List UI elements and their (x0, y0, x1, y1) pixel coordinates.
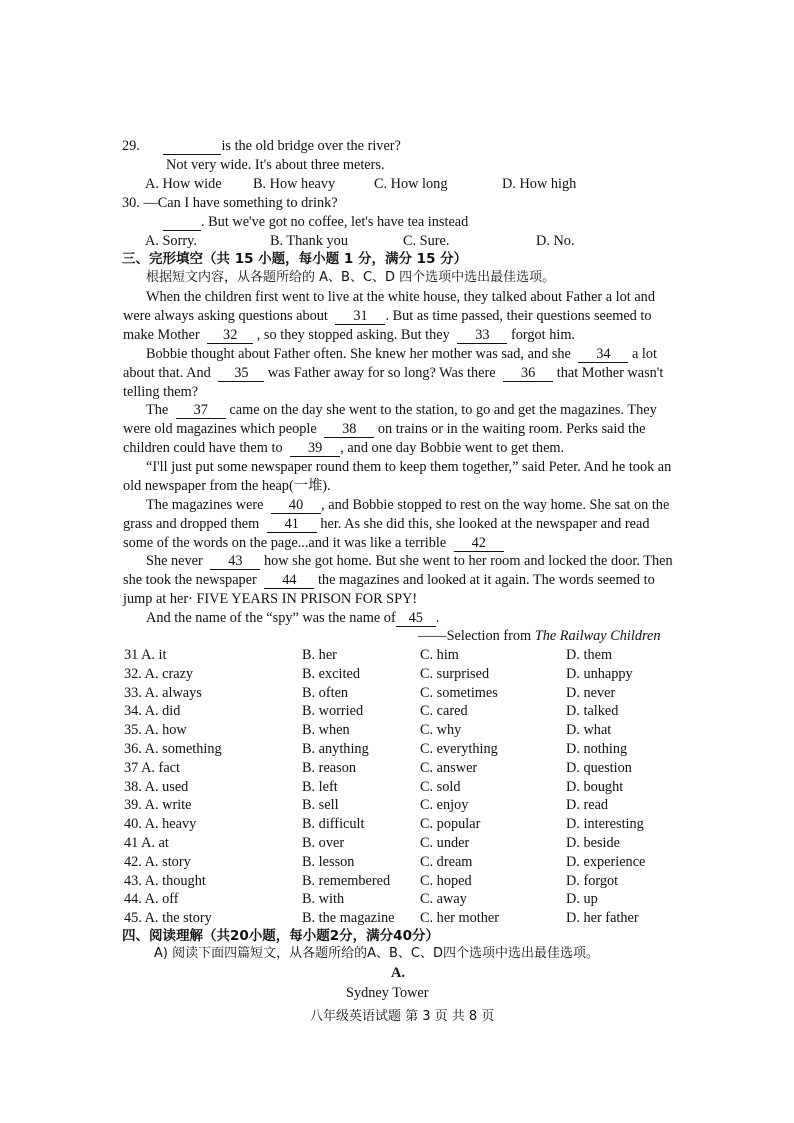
passage-text: grass and dropped them (123, 516, 260, 532)
passage-text: were old magazines which people (123, 421, 317, 437)
passage-text: on trains or in the waiting room. Perks said the (377, 421, 646, 437)
passage-text: came on the day she went to the station, to go and get the magazines. They (229, 402, 657, 418)
passage-text: children could have them to (123, 440, 283, 456)
cloze-blank-38: 38 (324, 422, 374, 438)
option-b: B. left (302, 779, 338, 795)
passage-text: that Mother wasn't (556, 365, 664, 381)
option-c: C. enjoy (420, 797, 469, 813)
option-d: D. unhappy (566, 666, 633, 682)
option-c: C. surprised (420, 666, 490, 682)
option-b: B. the magazine (302, 910, 395, 926)
cloze-blank-34: 34 (578, 347, 628, 363)
passage-line: telling them? (123, 384, 199, 400)
option-c: C. everything (420, 741, 498, 757)
option-d: D. them (566, 647, 613, 663)
option-a: 43. A. thought (124, 873, 206, 889)
passage-text: , so they stopped asking. But they (256, 327, 450, 343)
option-a: 41 A. at (124, 835, 169, 851)
option-c: C. answer (420, 760, 478, 776)
passage-line (123, 439, 564, 457)
cloze-blank-36: 36 (503, 366, 553, 382)
option-b: B. often (302, 685, 349, 701)
passage-line: When the children first went to live at the white house, they talked about Father a lot and (146, 289, 655, 305)
page-footer: 八年级英语试题 第 3 页 共 8 页 (310, 1009, 495, 1024)
cloze-blank-45: 45 (396, 611, 436, 627)
passage-line (146, 552, 673, 570)
option-b: B. worried (302, 703, 364, 719)
option-d: D. beside (566, 835, 620, 851)
passage-text: , and one day Bobbie went to get them. (340, 440, 565, 456)
cloze-blank-40: 40 (271, 498, 321, 514)
question-number: 29. (122, 138, 140, 154)
option-a: 32. A. crazy (124, 666, 194, 682)
passage-text: the magazines and looked at it again. The words seemed to (317, 572, 655, 588)
option-d: D. interesting (566, 816, 644, 832)
passage-line (123, 326, 575, 344)
question-29-reply: Not very wide. It's about three meters. (166, 157, 385, 173)
option-c: C. How long (374, 176, 448, 192)
passage-text: And the name of the “spy” was the name of (146, 610, 396, 626)
option-a: 31 A. it (124, 647, 167, 663)
option-b: B. difficult (302, 816, 365, 832)
option-a: 38. A. used (124, 779, 189, 795)
option-c: C. under (420, 835, 470, 851)
cloze-blank-35: 35 (218, 366, 264, 382)
passage-line (146, 496, 669, 514)
passage-line (123, 364, 663, 382)
passage-text: how she got home. But she went to her room and locked the door. Then (263, 553, 673, 569)
option-a: 44. A. off (124, 891, 179, 907)
option-c: C. hoped (420, 873, 472, 889)
option-b: B. over (302, 835, 345, 851)
passage-text: Bobbie thought about Father often. She knew her mother was sad, and she (146, 346, 571, 362)
passage-line (123, 420, 646, 438)
option-b: B. Thank you (270, 233, 348, 249)
passage-title: Sydney Tower (346, 985, 429, 1001)
passage-line: jump at her· FIVE YEARS IN PRISON FOR SPY! (123, 591, 418, 607)
option-d: D. nothing (566, 741, 628, 757)
cloze-blank-44: 44 (264, 573, 314, 589)
passage-line (123, 571, 655, 589)
cloze-blank-32: 32 (207, 328, 253, 344)
option-b: B. lesson (302, 854, 355, 870)
passage-text: some of the words on the page...and it was like a terrible (123, 535, 447, 551)
option-a: 35. A. how (124, 722, 187, 738)
option-c: C. why (420, 722, 462, 738)
option-d: D. read (566, 797, 609, 813)
passage-text: The (146, 402, 169, 418)
option-b: B. when (302, 722, 350, 738)
option-d: D. No. (536, 233, 575, 249)
cloze-blank-33: 33 (457, 328, 507, 344)
option-b: B. her (302, 647, 337, 663)
cloze-blank-31: 31 (335, 309, 385, 325)
passage-text: forgot him. (510, 327, 576, 343)
option-b: B. reason (302, 760, 356, 776)
option-c: C. popular (420, 816, 481, 832)
question-stem: —Can I have something to drink? (143, 195, 338, 211)
passage-line (123, 307, 652, 325)
question-29 (122, 137, 401, 155)
option-c: C. her mother (420, 910, 500, 926)
section-3-title: 三、完形填空（共 15 小题，每小题 1 分，满分 15 分） (122, 251, 468, 267)
answer-blank (163, 215, 201, 231)
source-prefix: ——Selection from (418, 628, 535, 644)
cloze-blank-37: 37 (176, 403, 226, 419)
option-a: 42. A. story (124, 854, 191, 870)
option-c: C. dream (420, 854, 473, 870)
question-stem: is the old bridge over the river? (221, 138, 401, 154)
option-a: 36. A. something (124, 741, 222, 757)
option-b: B. How heavy (253, 176, 336, 192)
cloze-blank-39: 39 (290, 441, 340, 457)
passage-label: A. (391, 965, 405, 981)
option-d: D. forgot (566, 873, 619, 889)
cloze-blank-43: 43 (210, 554, 260, 570)
option-b: B. remembered (302, 873, 391, 889)
passage-text: , and Bobbie stopped to rest on the way home. She sat on the (321, 497, 670, 513)
option-a: A. Sorry. (145, 233, 197, 249)
passage-line (123, 534, 504, 552)
option-d: D. bought (566, 779, 624, 795)
option-a: 39. A. write (124, 797, 192, 813)
passage-source (418, 627, 661, 645)
passage-text: about that. And (123, 365, 211, 381)
option-b: B. anything (302, 741, 369, 757)
source-title: The Railway Children (534, 628, 661, 644)
option-c: C. sometimes (420, 685, 498, 701)
cloze-blank-41: 41 (267, 517, 317, 533)
option-b: B. excited (302, 666, 360, 682)
passage-text: were always asking questions about (123, 308, 328, 324)
option-d: D. experience (566, 854, 646, 870)
passage-line (146, 609, 439, 627)
section-4-instruction: A) 阅读下面四篇短文，从各题所给的A、B、C、D四个选项中选出最佳选项。 (154, 946, 599, 961)
passage-text: The magazines were (146, 497, 264, 513)
option-d: D. her father (566, 910, 639, 926)
passage-line: old newspaper from the heap(一堆). (123, 478, 331, 494)
option-c: C. Sure. (403, 233, 450, 249)
passage-text: make Mother (123, 327, 200, 343)
passage-line (123, 515, 650, 533)
cloze-options-table (0, 646, 794, 928)
option-c: C. him (420, 647, 459, 663)
passage-text: . (435, 610, 440, 626)
passage-text: a lot (632, 346, 658, 362)
option-d: D. How high (502, 176, 577, 192)
option-d: D. never (566, 685, 616, 701)
option-d: D. talked (566, 703, 619, 719)
option-a: A. How wide (145, 176, 222, 192)
cloze-blank-42: 42 (454, 536, 504, 552)
question-number: 30. (122, 195, 140, 211)
question-30-text: . But we've got no coffee, let's have tea instead (201, 214, 469, 230)
question-30 (122, 194, 338, 212)
passage-line (146, 345, 657, 363)
option-a: 33. A. always (124, 685, 202, 701)
section-3-instruction: 根据短文内容，从各题所给的 A、B、C、D 四个选项中选出最佳选项。 (146, 270, 556, 285)
passage-line: “I'll just put some newspaper round them to keep them together,” said Peter. And he took an (146, 459, 672, 475)
option-b: B. with (302, 891, 345, 907)
option-a: 34. A. did (124, 703, 181, 719)
option-c: C. cared (420, 703, 468, 719)
option-c: C. sold (420, 779, 461, 795)
question-30-line2 (163, 213, 468, 231)
option-d: D. question (566, 760, 632, 776)
section-4-title: 四、阅读理解（共20小题，每小题2分，满分40分） (122, 928, 439, 944)
option-c: C. away (420, 891, 467, 907)
option-d: D. what (566, 722, 612, 738)
option-a: 45. A. the story (124, 910, 212, 926)
option-a: 40. A. heavy (124, 816, 197, 832)
passage-text: . But as time passed, their questions seemed to (385, 308, 652, 324)
passage-text: She never (146, 553, 203, 569)
option-a: 37 A. fact (124, 760, 180, 776)
passage-text: her. As she did this, she looked at the newspaper and read (320, 516, 650, 532)
passage-text: she took the newspaper (123, 572, 257, 588)
passage-line (146, 401, 657, 419)
option-b: B. sell (302, 797, 339, 813)
answer-blank (163, 139, 221, 155)
passage-text: was Father away for so long? Was there (267, 365, 496, 381)
option-d: D. up (566, 891, 598, 907)
